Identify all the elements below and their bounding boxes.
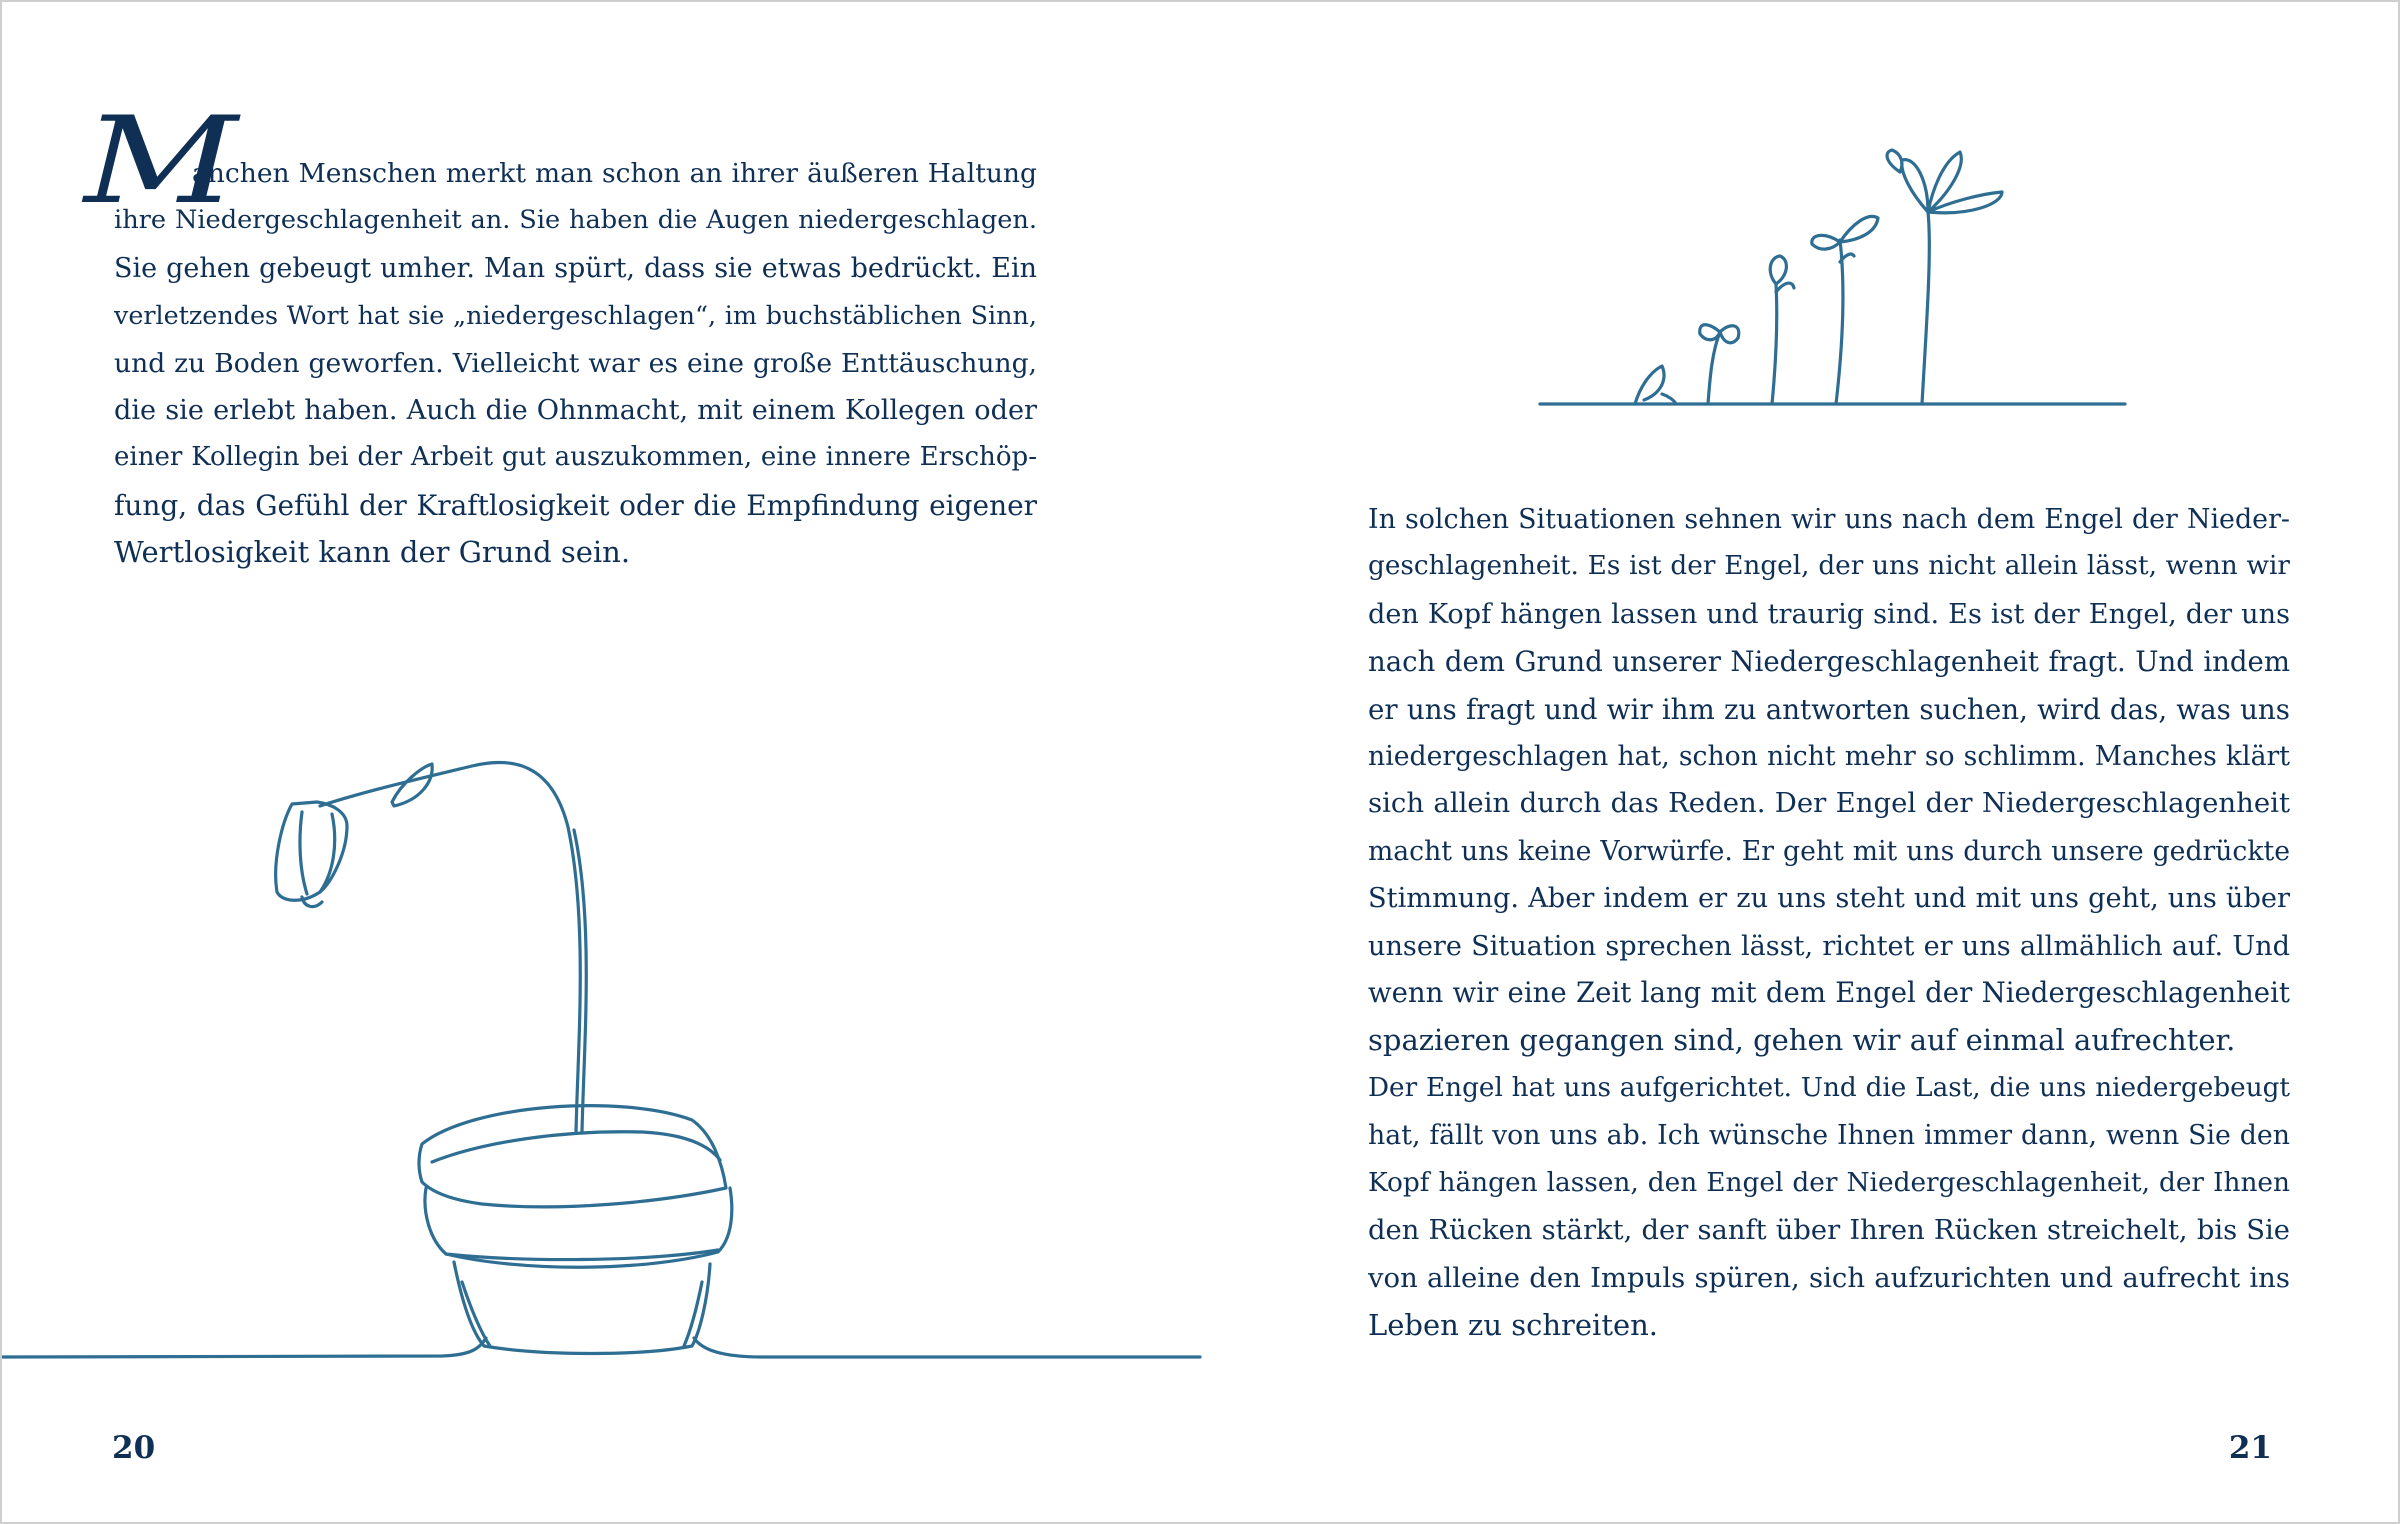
text-line: anchen Menschen merkt man schon an ihrer äußeren Haltung xyxy=(192,158,1037,189)
page-number-right: 21 xyxy=(2228,1430,2272,1466)
sprout-4 xyxy=(1812,216,1878,404)
text-line: den Rücken stärkt, der sanft über Ihren Rücken streichelt, bis Sie xyxy=(1368,1215,2290,1247)
text-line: Stimmung. Aber indem er zu uns steht und mit uns geht, uns über xyxy=(1368,883,2290,915)
left-body-text xyxy=(114,150,1037,577)
sprout-1 xyxy=(1635,366,1676,404)
text-line: geschlagenheit. Es ist der Engel, der uns nicht allein lässt, wenn wir xyxy=(1368,551,2290,582)
text-line: In solchen Situationen sehnen wir uns nach dem Engel der Nieder- xyxy=(1368,504,2290,535)
text-line: ihre Niedergeschlagenheit an. Sie haben die Augen niedergeschlagen. xyxy=(114,205,1037,236)
growing-sprouts-illustration xyxy=(1540,132,2140,412)
drop-cap: M xyxy=(84,92,238,231)
text-line: hat, fällt von uns ab. Ich wünsche Ihnen immer dann, wenn Sie den xyxy=(1368,1120,2290,1152)
text-line: nach dem Grund unserer Niedergeschlagenheit fragt. Und indem xyxy=(1368,645,2290,679)
left-page xyxy=(2,2,1200,1522)
text-line: Kopf hängen lassen, den Engel der Niedergeschlagenheit, der Ihnen xyxy=(1368,1167,2290,1198)
text-line: verletzendes Wort hat sie „niedergeschlagen“, im buchstäblichen Sinn, xyxy=(114,300,1037,331)
drooping-flower-illustration xyxy=(2,742,1200,1382)
text-line: spazieren gegangen sind, gehen wir auf einmal aufrechter. xyxy=(1368,1023,2236,1058)
flower-bud xyxy=(276,802,347,900)
text-line: einer Kollegin bei der Arbeit gut auszukommen, eine innere Erschöp- xyxy=(114,442,1037,473)
text-line: macht uns keine Vorwürfe. Er geht mit uns durch unsere gedrückte xyxy=(1368,835,2290,867)
text-line: niedergeschlagen hat, schon nicht mehr so schlimm. Manches klärt xyxy=(1368,741,2290,773)
text-line: die sie erlebt haben. Auch die Ohnmacht, mit einem Kollegen oder xyxy=(114,395,1037,427)
sprout-3 xyxy=(1770,256,1794,404)
text-line: den Kopf hängen lassen und traurig sind. Es ist der Engel, der uns xyxy=(1368,598,2290,630)
sprout-2 xyxy=(1700,325,1739,404)
text-line: wenn wir eine Zeit lang mit dem Engel der Niedergeschlagenheit xyxy=(1368,977,2290,1010)
text-line: er uns fragt und wir ihm zu antworten suchen, wird das, was uns xyxy=(1368,692,2290,726)
text-line: von alleine den Impuls spüren, sich aufzurichten und aufrecht ins xyxy=(1368,1261,2290,1294)
text-line: sich allein durch das Reden. Der Engel der Niedergeschlagenheit xyxy=(1368,787,2290,820)
pot-rim xyxy=(419,1106,726,1207)
right-body-text xyxy=(1368,496,2290,1349)
text-line: Wertlosigkeit kann der Grund sein. xyxy=(114,535,631,570)
sprout-5 xyxy=(1887,150,2002,404)
text-line: Sie gehen gebeugt umher. Man spürt, dass sie etwas bedrückt. Ein xyxy=(114,252,1037,284)
text-line: Leben zu schreiten. xyxy=(1368,1307,1659,1342)
right-page xyxy=(1200,2,2398,1522)
text-line: und zu Boden geworfen. Vielleicht war es eine große Enttäuschung, xyxy=(114,347,1037,379)
pot-body xyxy=(454,1262,710,1354)
text-line: fung, das Gefühl der Kraftlosigkeit oder die Empfindung eigener xyxy=(114,488,1037,522)
text-line: unsere Situation sprechen lässt, richtet er uns allmählich auf. Und xyxy=(1368,930,2290,962)
page-number-left: 20 xyxy=(112,1430,156,1466)
flower-stem xyxy=(320,762,580,1132)
text-line: Der Engel hat uns aufgerichtet. Und die Last, die uns niedergebeugt xyxy=(1368,1072,2290,1103)
